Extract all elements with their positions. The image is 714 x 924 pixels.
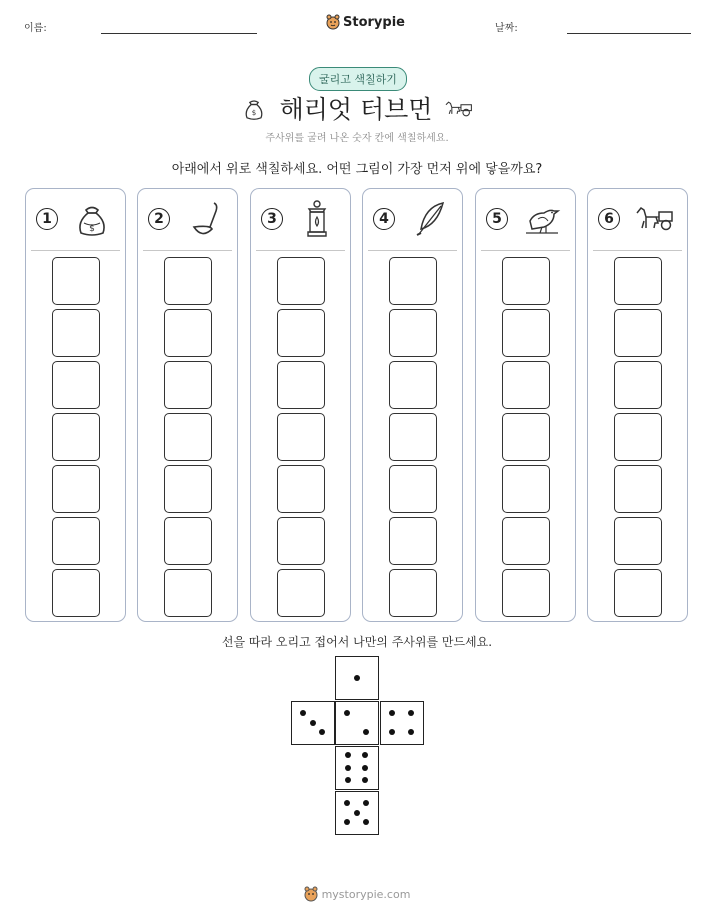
ladle-icon bbox=[184, 199, 224, 239]
activity-badge: 굴리고 색칠하기 bbox=[309, 67, 407, 91]
color-box[interactable] bbox=[614, 569, 662, 617]
dice-face-2 bbox=[335, 701, 379, 745]
dice-pip bbox=[389, 710, 395, 716]
dice-pip bbox=[363, 819, 369, 825]
dice-pip bbox=[345, 777, 351, 783]
dice-pip bbox=[344, 800, 350, 806]
color-box[interactable] bbox=[52, 569, 100, 617]
name-label: 이름: bbox=[24, 23, 47, 34]
dice-pip bbox=[354, 675, 360, 681]
dice-pip bbox=[310, 720, 316, 726]
color-box[interactable] bbox=[502, 257, 550, 305]
dice-pip bbox=[363, 800, 369, 806]
column-number: 1 bbox=[36, 208, 58, 230]
horse-cart-icon bbox=[444, 97, 474, 119]
track-column-6 bbox=[587, 188, 688, 622]
color-box[interactable] bbox=[502, 465, 550, 513]
column-divider bbox=[31, 250, 120, 251]
dice-pip bbox=[408, 710, 414, 716]
color-box[interactable] bbox=[389, 413, 437, 461]
column-divider bbox=[143, 250, 232, 251]
color-box[interactable] bbox=[502, 413, 550, 461]
color-box[interactable] bbox=[389, 569, 437, 617]
dice-pip bbox=[362, 765, 368, 771]
color-box[interactable] bbox=[389, 361, 437, 409]
color-box[interactable] bbox=[164, 413, 212, 461]
track-column-3 bbox=[250, 188, 351, 622]
color-box[interactable] bbox=[164, 517, 212, 565]
track-column-1 bbox=[25, 188, 126, 622]
column-divider bbox=[368, 250, 457, 251]
color-box[interactable] bbox=[277, 413, 325, 461]
color-box[interactable] bbox=[389, 257, 437, 305]
bird-icon bbox=[522, 199, 562, 239]
color-box[interactable] bbox=[277, 465, 325, 513]
dice-pip bbox=[408, 729, 414, 735]
column-divider bbox=[593, 250, 682, 251]
track-column-2 bbox=[137, 188, 238, 622]
dice-face-1 bbox=[335, 656, 379, 700]
color-box[interactable] bbox=[614, 309, 662, 357]
money-sack-icon bbox=[72, 199, 112, 239]
color-box[interactable] bbox=[277, 517, 325, 565]
dice-pip bbox=[319, 729, 325, 735]
color-box[interactable] bbox=[614, 465, 662, 513]
dice-face-3 bbox=[291, 701, 335, 745]
name-line bbox=[101, 33, 257, 34]
track-column-5 bbox=[475, 188, 576, 622]
brand-name: Storypie bbox=[343, 14, 405, 30]
dice-pip bbox=[363, 729, 369, 735]
dice-pip bbox=[300, 710, 306, 716]
svg-text:$: $ bbox=[251, 109, 256, 117]
money-sack-icon bbox=[240, 94, 268, 122]
color-box[interactable] bbox=[164, 361, 212, 409]
color-box[interactable] bbox=[164, 309, 212, 357]
pie-mascot-icon bbox=[326, 14, 340, 30]
color-box[interactable] bbox=[502, 569, 550, 617]
color-box[interactable] bbox=[614, 361, 662, 409]
color-box[interactable] bbox=[614, 257, 662, 305]
svg-text:$: $ bbox=[89, 224, 95, 234]
dice-pip bbox=[345, 752, 351, 758]
color-box[interactable] bbox=[164, 569, 212, 617]
subtitle: 주사위를 굴려 나온 숫자 칸에 색칠하세요. bbox=[265, 133, 449, 144]
page-title bbox=[0, 90, 714, 128]
title-text: 해리엇 터브먼 bbox=[279, 95, 433, 124]
quill-feather-icon bbox=[409, 199, 449, 239]
color-box[interactable] bbox=[164, 465, 212, 513]
column-number: 5 bbox=[486, 208, 508, 230]
color-box[interactable] bbox=[389, 517, 437, 565]
dice-pip bbox=[389, 729, 395, 735]
date-line bbox=[567, 33, 691, 34]
column-divider bbox=[481, 250, 570, 251]
dice-pip bbox=[344, 819, 350, 825]
brand-logo bbox=[326, 14, 405, 30]
column-number: 2 bbox=[148, 208, 170, 230]
dice-pip bbox=[362, 752, 368, 758]
dice-pip bbox=[354, 810, 360, 816]
color-box[interactable] bbox=[52, 517, 100, 565]
color-box[interactable] bbox=[52, 257, 100, 305]
color-box[interactable] bbox=[52, 361, 100, 409]
color-box[interactable] bbox=[164, 257, 212, 305]
dice-face-6 bbox=[335, 746, 379, 790]
color-box[interactable] bbox=[52, 309, 100, 357]
dice-pip bbox=[362, 777, 368, 783]
dice-face-5 bbox=[335, 791, 379, 835]
lantern-icon bbox=[297, 199, 337, 239]
instruction-text: 아래에서 위로 색칠하세요. 어떤 그림이 가장 먼저 위에 닿을까요? bbox=[171, 162, 543, 177]
column-number: 6 bbox=[598, 208, 620, 230]
color-box[interactable] bbox=[277, 257, 325, 305]
color-box[interactable] bbox=[52, 413, 100, 461]
cutout-instruction: 선을 따라 오리고 접어서 나만의 주사위를 만드세요. bbox=[221, 635, 493, 649]
color-box[interactable] bbox=[389, 309, 437, 357]
color-box[interactable] bbox=[502, 361, 550, 409]
pie-mascot-icon bbox=[304, 886, 318, 902]
color-box[interactable] bbox=[502, 309, 550, 357]
date-label: 날짜: bbox=[495, 23, 518, 34]
footer-site[interactable]: mystorypie.com bbox=[321, 887, 411, 901]
color-box[interactable] bbox=[277, 569, 325, 617]
dice-pip bbox=[345, 765, 351, 771]
column-number: 3 bbox=[261, 208, 283, 230]
dice-pip bbox=[344, 710, 350, 716]
horse-cart-icon bbox=[634, 199, 674, 239]
color-box[interactable] bbox=[277, 309, 325, 357]
track-column-4 bbox=[362, 188, 463, 622]
column-divider bbox=[256, 250, 345, 251]
color-box[interactable] bbox=[502, 517, 550, 565]
color-box[interactable] bbox=[389, 465, 437, 513]
footer bbox=[0, 886, 714, 902]
color-box[interactable] bbox=[277, 361, 325, 409]
dice-face-4 bbox=[380, 701, 424, 745]
column-number: 4 bbox=[373, 208, 395, 230]
color-box[interactable] bbox=[52, 465, 100, 513]
color-box[interactable] bbox=[614, 517, 662, 565]
color-box[interactable] bbox=[614, 413, 662, 461]
